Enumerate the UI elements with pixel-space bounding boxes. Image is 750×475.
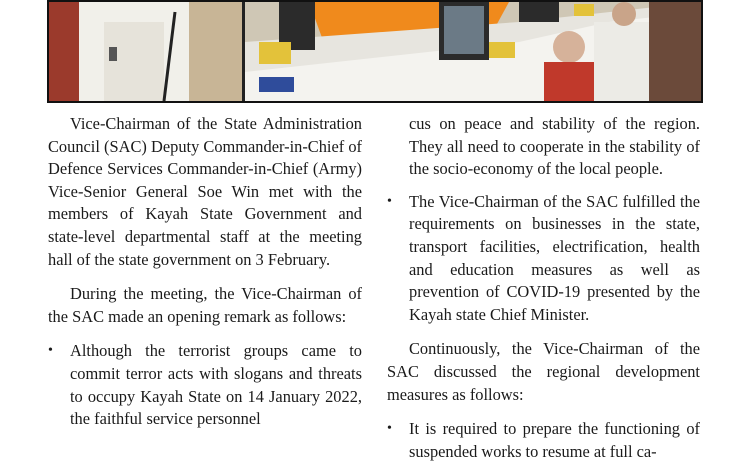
bullet-item-continued: cus on peace and stability of the region. They all need to cooperate in the stability of the socio-economy of the local people.	[409, 114, 700, 179]
meeting-photo-illustration	[49, 2, 701, 101]
bullet-item: • It is required to prepare the functioning of suspended works to resume at full ca-	[409, 418, 700, 463]
bullet-item: • Although the terrorist groups came to commit terror acts with slogans and threats to occupy Kayah State on 14 January 2022, the faithful service personnel	[70, 340, 362, 430]
remark-bullet-list	[48, 340, 362, 430]
continued-bullet-list	[387, 113, 700, 326]
right-text-column	[387, 113, 700, 475]
meeting-photo	[47, 0, 703, 103]
left-text-column	[48, 113, 362, 443]
opening-remark-paragraph: During the meeting, the Vice-Chairman of the SAC made an opening remark as follows:	[48, 284, 362, 326]
development-bullet-list	[387, 418, 700, 463]
bullet-item: • The Vice-Chairman of the SAC fulfilled the requirements on businesses in the state, transport facilities, electrification, health and education measures as well as prevention of COVID-19 presented by the Kayah state Chief Minister.	[409, 191, 700, 327]
development-paragraph: Continuously, the Vice-Chairman of the SAC discussed the regional development measures as follows:	[387, 339, 700, 404]
intro-paragraph: Vice-Chairman of the State Administration Council (SAC) Deputy Commander-in-Chief of Defence Services Commander-in-Chief (Army) Vice-Senior General Soe Win met with the members of Kayah State Government and state-level departmental staff at the meeting hall of the state government on 3 February.	[48, 114, 362, 269]
